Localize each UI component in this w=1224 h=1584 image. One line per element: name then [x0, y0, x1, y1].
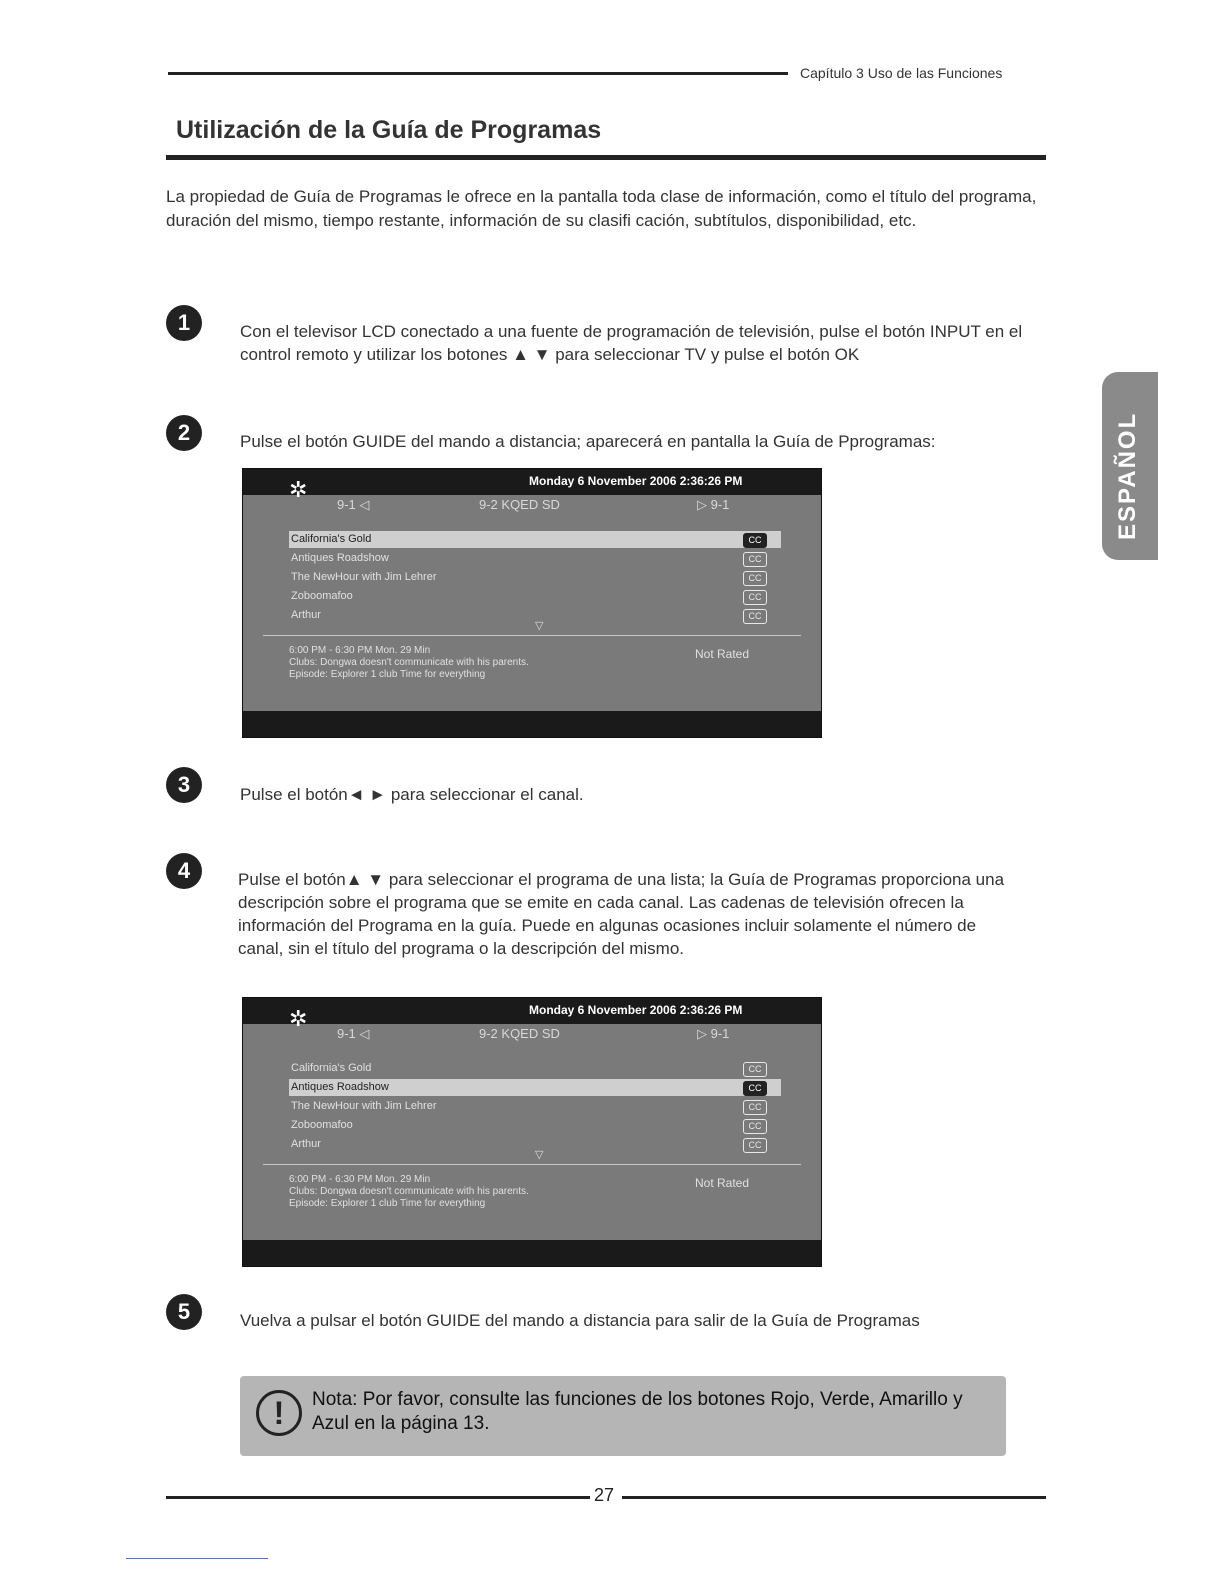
channel-current: 9-2 KQED SD — [479, 1026, 560, 1041]
scan-artifact-line — [126, 1558, 268, 1559]
step-5-number: 5 — [166, 1294, 202, 1330]
program-row[interactable]: The NewHour with Jim Lehrer CC — [289, 1098, 781, 1115]
step-1-text: Con el televisor LCD conectado a una fuente de programación de televisión, pulse el botón INPUT en el control remoto y utilizar los botones ▲ ▼ para seleccionar TV y pulse el botón OK — [240, 322, 1023, 364]
chapter-header: Capítulo 3 Uso de las Funciones — [800, 65, 1003, 81]
guide-bottom-bar — [243, 1240, 821, 1266]
rating-label: Not Rated — [695, 647, 750, 661]
step-2-text: Pulse el botón GUIDE del mando a distancia; aparecerá en pantalla la Guía de Pprogramas: — [240, 432, 936, 451]
guide-bottom-bar — [243, 711, 821, 737]
cc-icon: CC — [743, 571, 767, 586]
guide-divider — [263, 635, 801, 636]
cc-icon: CC — [743, 609, 767, 624]
channel-next[interactable]: ▷ 9-1 — [697, 1026, 730, 1041]
program-row[interactable]: California's Gold CC — [289, 1060, 781, 1077]
guide-datetime: Monday 6 November 2006 2:36:26 PM — [529, 1003, 743, 1017]
header-rule — [168, 72, 788, 75]
program-row[interactable]: Antiques Roadshow CC — [289, 550, 781, 567]
program-info — [289, 1174, 589, 1210]
cc-icon: CC — [743, 552, 767, 567]
channel-row — [243, 1026, 821, 1044]
guide-datetime: Monday 6 November 2006 2:36:26 PM — [529, 474, 743, 488]
program-row[interactable]: Arthur CC — [289, 607, 781, 624]
channel-next[interactable]: ▷ 9-1 — [697, 497, 730, 512]
info-episode: Episode: Explorer 1 club Time for everything — [289, 669, 486, 680]
program-row[interactable]: California's Gold CC — [289, 531, 781, 548]
program-row[interactable]: Antiques Roadshow CC — [289, 1079, 781, 1096]
cc-icon: CC — [743, 1100, 767, 1115]
guide-screen-1 — [242, 468, 822, 738]
gear-icon: ✲ — [289, 477, 308, 502]
program-row[interactable]: Zoboomafoo CC — [289, 588, 781, 605]
step-2-number: 2 — [166, 415, 202, 451]
guide-screen-2 — [242, 997, 822, 1267]
intro-paragraph: La propiedad de Guía de Programas le ofrece en la pantalla toda clase de información, como el título del programa, duración del mismo, tiempo restante, información de su clasifi cación, subtítulos, disponibilidad, etc. — [166, 187, 1037, 230]
page-number: 27 — [594, 1485, 615, 1505]
step-3-number: 3 — [166, 767, 202, 803]
page-title: Utilización de la Guía de Programas — [176, 116, 602, 144]
step-4-text: Pulse el botón▲ ▼ para seleccionar el programa de una lista; la Guía de Programas proporciona una descripción sobre el programa que se emite en cada canal. Las cadenas de televisión ofrecen la información del Programa en la guía. Puede en algunas ocasiones incluir solamente el número de canal, sin el título del programa o la descripción del mismo. — [238, 870, 1005, 958]
scroll-down-icon[interactable]: ▽ — [535, 620, 544, 632]
title-rule — [166, 155, 1046, 160]
cc-icon: CC — [743, 1062, 767, 1077]
gear-icon: ✲ — [289, 1006, 308, 1031]
info-description: Clubs: Dongwa doesn't communicate with his parents. — [289, 1186, 529, 1197]
cc-icon: CC — [743, 1119, 767, 1134]
cc-icon: CC — [743, 1081, 767, 1096]
language-tab-label: ESPAÑOL — [1114, 411, 1141, 540]
cc-icon: CC — [743, 1138, 767, 1153]
step-3-text: Pulse el botón◄ ► para seleccionar el canal. — [240, 785, 584, 804]
step-4-number: 4 — [166, 853, 202, 889]
footer-rule-right — [622, 1496, 1046, 1499]
note-box — [240, 1376, 1006, 1456]
info-time: 6:00 PM - 6:30 PM Mon. 29 Min — [289, 1174, 431, 1185]
program-row[interactable]: The NewHour with Jim Lehrer CC — [289, 569, 781, 586]
channel-prev[interactable]: 9-1 ◁ — [337, 1026, 370, 1041]
info-description: Clubs: Dongwa doesn't communicate with his parents. — [289, 657, 529, 668]
program-row[interactable]: Zoboomafoo CC — [289, 1117, 781, 1134]
scroll-down-icon[interactable]: ▽ — [535, 1149, 544, 1161]
guide-divider — [263, 1164, 801, 1165]
cc-icon: CC — [743, 533, 767, 548]
note-text: Nota: Por favor, consulte las funciones de los botones Rojo, Verde, Amarillo y Azul en la página 13. — [312, 1389, 963, 1434]
program-row[interactable]: Arthur CC — [289, 1136, 781, 1153]
step-5-text: Vuelva a pulsar el botón GUIDE del mando a distancia para salir de la Guía de Programas — [240, 1311, 920, 1330]
footer-rule-left — [166, 1496, 590, 1499]
language-tab — [1102, 372, 1158, 560]
rating-label: Not Rated — [695, 1176, 750, 1190]
info-time: 6:00 PM - 6:30 PM Mon. 29 Min — [289, 645, 431, 656]
warning-icon: ! — [256, 1390, 302, 1436]
cc-icon: CC — [743, 590, 767, 605]
channel-row — [243, 497, 821, 515]
info-episode: Episode: Explorer 1 club Time for everything — [289, 1198, 486, 1209]
channel-prev[interactable]: 9-1 ◁ — [337, 497, 370, 512]
channel-current: 9-2 KQED SD — [479, 497, 560, 512]
step-1-number: 1 — [166, 305, 202, 341]
program-info — [289, 645, 589, 681]
